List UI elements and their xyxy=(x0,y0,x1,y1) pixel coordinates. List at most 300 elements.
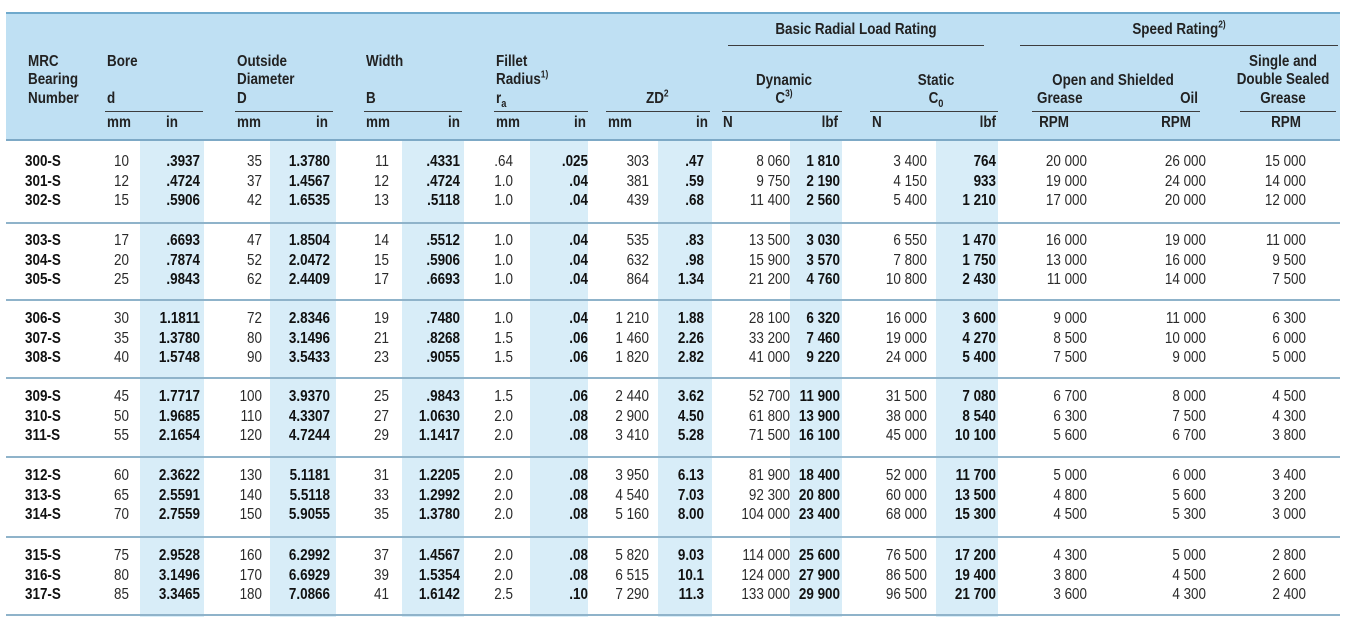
cell-bore-mm: 10 xyxy=(114,153,129,170)
cell-fillet-mm: 1.5 xyxy=(494,329,513,347)
cell-fillet-in: .04 xyxy=(569,251,588,269)
cell-fillet-mm: 1.0 xyxy=(494,172,513,190)
cell-fillet-in: .08 xyxy=(569,407,588,425)
cell-od-mm: 80 xyxy=(247,329,262,347)
cell-sealed-rpm: 3 800 xyxy=(1272,427,1306,445)
cell-grease-rpm: 4 800 xyxy=(1053,486,1087,504)
cell-zd-in: 11.3 xyxy=(678,586,704,604)
cell-static-lbf: 7 080 xyxy=(962,388,996,405)
header-speed-label: Speed Rating xyxy=(1132,21,1219,38)
cell-fillet-in: .08 xyxy=(569,566,588,584)
cell-dynamic-n: 11 400 xyxy=(749,192,790,210)
cell-zd-in: 9.03 xyxy=(677,547,704,564)
cell-static-lbf: 15 300 xyxy=(954,506,996,524)
cell-fillet-in: .08 xyxy=(569,427,588,445)
cell-dynamic-lbf: 2 560 xyxy=(806,192,840,210)
cell-dynamic-lbf: 3 030 xyxy=(806,232,840,249)
cell-od-mm: 130 xyxy=(239,467,262,484)
cell-bore-in: 3.3465 xyxy=(158,586,200,604)
cell-fillet-mm: 1.0 xyxy=(494,271,513,289)
cell-bearing-number: 301-S xyxy=(25,172,61,190)
cell-fillet-mm: 2.0 xyxy=(494,407,513,425)
cell-zd-in: .59 xyxy=(685,172,704,190)
cell-sealed-rpm: 3 000 xyxy=(1272,506,1306,524)
header-static: Static xyxy=(917,72,955,89)
header-rule-width xyxy=(364,111,462,112)
cell-grease-rpm: 13 000 xyxy=(1045,251,1087,269)
cell-dynamic-n: 124 000 xyxy=(741,566,790,584)
cell-sealed-rpm: 12 000 xyxy=(1264,192,1306,210)
cell-bore-in: 1.1811 xyxy=(159,310,200,327)
header-bore-symbol: d xyxy=(107,90,116,107)
cell-od-in: 4.3307 xyxy=(288,407,330,425)
cell-dynamic-lbf: 29 900 xyxy=(798,586,840,604)
cell-bore-in: .5906 xyxy=(166,192,200,210)
cell-oil-rpm: 4 300 xyxy=(1172,586,1206,604)
header-dynamic-symbol xyxy=(745,90,822,108)
cell-sealed-rpm: 2 800 xyxy=(1272,547,1306,564)
cell-od-in: 1.8504 xyxy=(288,232,330,249)
cell-zd-mm: 5 820 xyxy=(615,547,649,564)
cell-bore-in: .4724 xyxy=(166,172,200,190)
cell-static-lbf: 13 500 xyxy=(954,486,996,504)
unit-label: in xyxy=(316,114,328,131)
cell-bore-mm: 15 xyxy=(114,192,129,210)
cell-dynamic-lbf: 3 570 xyxy=(806,251,840,269)
cell-bearing-number: 313-S xyxy=(25,486,61,504)
cell-width-in: .4331 xyxy=(426,153,460,170)
group-divider xyxy=(6,456,1340,458)
cell-static-lbf: 11 700 xyxy=(955,467,996,484)
cell-oil-rpm: 26 000 xyxy=(1164,153,1206,170)
header-static-sub: 0 xyxy=(938,98,944,111)
cell-fillet-in: .04 xyxy=(569,310,588,327)
cell-bore-mm: 45 xyxy=(114,388,129,405)
cell-od-mm: 100 xyxy=(239,388,262,405)
cell-grease-rpm: 4 300 xyxy=(1053,547,1087,564)
cell-bore-mm: 85 xyxy=(114,586,129,604)
cell-width-mm: 19 xyxy=(374,310,389,327)
unit-label: mm xyxy=(237,114,261,131)
group-divider xyxy=(6,377,1340,379)
cell-static-lbf: 2 430 xyxy=(962,271,996,289)
cell-static-n: 5 400 xyxy=(893,192,927,210)
cell-bore-mm: 20 xyxy=(114,251,129,269)
cell-oil-rpm: 20 000 xyxy=(1164,192,1206,210)
cell-bearing-number: 315-S xyxy=(25,547,61,564)
cell-width-in: .8268 xyxy=(426,329,460,347)
group-divider xyxy=(6,536,1340,538)
cell-dynamic-lbf: 6 320 xyxy=(806,310,840,327)
cell-oil-rpm: 9 000 xyxy=(1172,349,1206,367)
cell-width-in: .4724 xyxy=(426,172,460,190)
cell-sealed-rpm: 14 000 xyxy=(1264,172,1306,190)
header-speed-footnote: 2) xyxy=(1218,19,1226,31)
cell-bearing-number: 317-S xyxy=(25,586,61,604)
cell-fillet-mm: 2.0 xyxy=(494,486,513,504)
cell-od-in: 5.9055 xyxy=(288,506,330,524)
cell-width-mm: 39 xyxy=(374,566,389,584)
cell-od-in: 2.4409 xyxy=(288,271,330,289)
cell-dynamic-n: 15 900 xyxy=(748,251,790,269)
cell-bearing-number: 304-S xyxy=(25,251,61,269)
cell-zd-mm: 3 410 xyxy=(615,427,649,445)
cell-od-in: 1.6535 xyxy=(288,192,330,210)
cell-zd-in: .83 xyxy=(685,232,704,249)
cell-oil-rpm: 19 000 xyxy=(1164,232,1206,249)
cell-zd-mm: 6 515 xyxy=(615,566,649,584)
cell-zd-in: 1.34 xyxy=(677,271,704,289)
cell-dynamic-n: 52 700 xyxy=(748,388,790,405)
header-rule-fillet xyxy=(494,111,588,112)
header-sealed-line3: Grease xyxy=(1260,90,1306,107)
cell-oil-rpm: 6 000 xyxy=(1172,467,1206,484)
header-outside-symbol: D xyxy=(237,90,247,107)
cell-fillet-mm: 1.0 xyxy=(494,251,513,269)
header-fillet-line2 xyxy=(496,71,548,89)
cell-static-n: 6 550 xyxy=(893,232,927,249)
cell-dynamic-n: 133 000 xyxy=(741,586,790,604)
cell-sealed-rpm: 4 500 xyxy=(1272,388,1306,405)
cell-fillet-mm: 1.5 xyxy=(494,349,513,367)
cell-grease-rpm: 3 600 xyxy=(1053,586,1087,604)
cell-zd-mm: 2 900 xyxy=(615,407,649,425)
cell-od-mm: 90 xyxy=(247,349,262,367)
cell-bore-in: 2.5591 xyxy=(158,486,200,504)
cell-oil-rpm: 14 000 xyxy=(1164,271,1206,289)
cell-zd-mm: 632 xyxy=(626,251,649,269)
cell-od-in: 3.9370 xyxy=(288,388,330,405)
cell-fillet-mm: 2.0 xyxy=(494,547,513,564)
header-open-shielded: Open and Shielded xyxy=(1052,72,1174,89)
header-dynamic-c: C xyxy=(775,90,786,107)
cell-static-lbf: 1 750 xyxy=(962,251,996,269)
cell-fillet-in: .06 xyxy=(569,329,588,347)
cell-bore-in: 1.9685 xyxy=(158,407,200,425)
cell-zd-mm: 7 290 xyxy=(615,586,649,604)
header-dynamic: Dynamic xyxy=(755,72,813,89)
cell-zd-in: 10.1 xyxy=(677,566,704,584)
cell-bore-in: 2.1654 xyxy=(158,427,200,445)
cell-fillet-in: .08 xyxy=(569,547,588,564)
cell-bearing-number: 308-S xyxy=(25,349,61,367)
header-fillet-line1: Fillet xyxy=(496,53,528,70)
cell-od-mm: 120 xyxy=(239,427,262,445)
cell-zd-mm: 1 460 xyxy=(615,329,649,347)
unit-label: RPM xyxy=(1271,114,1301,131)
cell-static-lbf: 764 xyxy=(973,153,996,170)
cell-bore-in: 2.9528 xyxy=(158,547,200,564)
cell-static-lbf: 10 100 xyxy=(954,427,996,445)
cell-oil-rpm: 7 500 xyxy=(1172,407,1206,425)
cell-bore-mm: 75 xyxy=(114,547,129,564)
cell-dynamic-n: 8 060 xyxy=(756,153,790,170)
header-width-symbol: B xyxy=(366,90,376,107)
cell-od-in: 2.0472 xyxy=(288,251,330,269)
cell-width-mm: 21 xyxy=(374,329,389,347)
cell-static-n: 86 500 xyxy=(885,566,927,584)
cell-bore-mm: 50 xyxy=(114,407,129,425)
cell-bearing-number: 307-S xyxy=(25,329,61,347)
cell-bearing-number: 300-S xyxy=(25,153,61,170)
cell-od-in: 5.1181 xyxy=(289,467,330,484)
cell-width-in: 1.2992 xyxy=(418,486,460,504)
cell-fillet-in: .08 xyxy=(569,486,588,504)
cell-grease-rpm: 20 000 xyxy=(1045,153,1087,170)
cell-fillet-mm: 1.0 xyxy=(494,310,513,327)
cell-static-n: 24 000 xyxy=(885,349,927,367)
cell-zd-in: 2.82 xyxy=(677,349,704,367)
unit-label: mm xyxy=(608,114,632,131)
cell-grease-rpm: 6 700 xyxy=(1053,388,1087,405)
header-fillet-sub: a xyxy=(501,98,507,111)
cell-bore-in: 3.1496 xyxy=(158,566,200,584)
cell-width-mm: 31 xyxy=(374,467,389,484)
cell-dynamic-n: 104 000 xyxy=(741,506,790,524)
cell-zd-in: 3.62 xyxy=(677,388,704,405)
header-static-c: C xyxy=(928,90,939,107)
cell-fillet-mm: 2.0 xyxy=(494,467,513,484)
cell-bore-in: 1.3780 xyxy=(158,329,200,347)
cell-dynamic-n: 61 800 xyxy=(748,407,790,425)
cell-width-in: 1.6142 xyxy=(418,586,460,604)
cell-width-in: 1.2205 xyxy=(418,467,460,484)
cell-grease-rpm: 7 500 xyxy=(1053,349,1087,367)
header-basic-rule xyxy=(728,45,984,46)
cell-od-mm: 35 xyxy=(247,153,262,170)
cell-bearing-number: 302-S xyxy=(25,192,61,210)
unit-label: mm xyxy=(107,114,131,131)
cell-bearing-number: 309-S xyxy=(25,388,61,405)
cell-width-in: .9843 xyxy=(426,388,460,405)
cell-static-lbf: 1 470 xyxy=(962,232,996,249)
cell-sealed-rpm: 7 500 xyxy=(1272,271,1306,289)
cell-sealed-rpm: 9 500 xyxy=(1272,251,1306,269)
cell-sealed-rpm: 2 600 xyxy=(1272,566,1306,584)
cell-grease-rpm: 5 600 xyxy=(1053,427,1087,445)
cell-dynamic-n: 9 750 xyxy=(756,172,790,190)
cell-grease-rpm: 16 000 xyxy=(1045,232,1087,249)
header-rule-dynamic xyxy=(722,111,842,112)
cell-bore-mm: 40 xyxy=(114,349,129,367)
group-divider xyxy=(6,222,1340,224)
cell-static-n: 38 000 xyxy=(885,407,927,425)
header-fillet-r: r xyxy=(496,90,502,107)
cell-od-mm: 37 xyxy=(247,172,262,190)
header-rule-od xyxy=(235,111,333,112)
header-sealed-line1: Single and xyxy=(1249,53,1317,70)
cell-od-mm: 72 xyxy=(247,310,262,327)
header-fillet-symbol xyxy=(496,90,507,111)
cell-bore-mm: 30 xyxy=(114,310,129,327)
cell-zd-mm: 1 210 xyxy=(615,310,649,327)
header-mrc-line2: Bearing xyxy=(28,71,79,88)
cell-static-n: 3 400 xyxy=(893,153,927,170)
header-mrc-line1: MRC xyxy=(28,53,59,70)
cell-bearing-number: 314-S xyxy=(25,506,61,524)
unit-label: mm xyxy=(496,114,520,131)
header-static-symbol xyxy=(897,90,974,111)
unit-label: N xyxy=(723,114,733,131)
cell-fillet-mm: 2.0 xyxy=(494,506,513,524)
cell-zd-mm: 864 xyxy=(626,271,649,289)
cell-width-mm: 15 xyxy=(374,251,389,269)
unit-label: in xyxy=(696,114,708,131)
cell-oil-rpm: 8 000 xyxy=(1172,388,1206,405)
cell-static-lbf: 8 540 xyxy=(962,407,996,425)
cell-static-n: 10 800 xyxy=(885,271,927,289)
cell-od-mm: 62 xyxy=(247,271,262,289)
cell-sealed-rpm: 15 000 xyxy=(1264,153,1306,170)
unit-label: in xyxy=(448,114,460,131)
cell-dynamic-lbf: 25 600 xyxy=(798,547,840,564)
header-sealed-line2: Double Sealed xyxy=(1236,71,1330,88)
cell-od-in: 2.8346 xyxy=(288,310,330,327)
cell-dynamic-lbf: 11 900 xyxy=(799,388,840,405)
cell-dynamic-n: 71 500 xyxy=(748,427,790,445)
cell-fillet-in: .08 xyxy=(569,467,588,484)
cell-od-in: 4.7244 xyxy=(288,427,330,445)
header-rule-bore xyxy=(105,111,203,112)
cell-bearing-number: 303-S xyxy=(25,232,61,249)
cell-fillet-in: .08 xyxy=(569,506,588,524)
cell-bore-in: 2.7559 xyxy=(158,506,200,524)
header-rule-static xyxy=(870,111,998,112)
cell-grease-rpm: 5 000 xyxy=(1053,467,1087,484)
header-rule-open xyxy=(1032,111,1200,112)
cell-zd-in: .47 xyxy=(685,153,704,170)
cell-od-mm: 150 xyxy=(239,506,262,524)
cell-zd-in: 1.88 xyxy=(677,310,704,327)
cell-fillet-mm: 2.0 xyxy=(494,566,513,584)
cell-fillet-in: .025 xyxy=(561,153,588,170)
cell-fillet-in: .06 xyxy=(569,349,588,367)
cell-width-mm: 29 xyxy=(374,427,389,445)
cell-static-n: 76 500 xyxy=(885,547,927,564)
cell-width-mm: 35 xyxy=(374,506,389,524)
cell-zd-mm: 3 950 xyxy=(615,467,649,484)
cell-grease-rpm: 11 000 xyxy=(1046,271,1087,289)
cell-bore-in: .6693 xyxy=(166,232,200,249)
cell-dynamic-n: 21 200 xyxy=(748,271,790,289)
header-zd-label: ZD xyxy=(646,90,664,107)
cell-bore-in: .9843 xyxy=(166,271,200,289)
cell-dynamic-lbf: 7 460 xyxy=(806,329,840,347)
header-rule-zd xyxy=(606,111,710,112)
cell-bearing-number: 310-S xyxy=(25,407,61,425)
cell-static-lbf: 5 400 xyxy=(962,349,996,367)
unit-label: RPM xyxy=(1039,114,1069,131)
cell-fillet-mm: 1.0 xyxy=(494,232,513,249)
header-width: Width xyxy=(366,53,404,70)
cell-od-mm: 180 xyxy=(239,586,262,604)
cell-bore-mm: 25 xyxy=(114,271,129,289)
cell-od-mm: 140 xyxy=(239,486,262,504)
unit-label: in xyxy=(166,114,178,131)
cell-oil-rpm: 4 500 xyxy=(1172,566,1206,584)
cell-fillet-mm: 2.0 xyxy=(494,427,513,445)
header-dynamic-footnote: 3) xyxy=(785,88,793,100)
header-bore: Bore xyxy=(107,53,138,70)
cell-width-in: 1.0630 xyxy=(418,407,460,425)
cell-oil-rpm: 16 000 xyxy=(1164,251,1206,269)
cell-dynamic-lbf: 27 900 xyxy=(798,566,840,584)
cell-zd-in: 5.28 xyxy=(677,427,704,445)
cell-width-in: .7480 xyxy=(426,310,460,327)
header-outside-line2: Diameter xyxy=(237,71,295,88)
cell-od-in: 6.2992 xyxy=(288,547,330,564)
cell-static-n: 4 150 xyxy=(893,172,927,190)
cell-sealed-rpm: 4 300 xyxy=(1272,407,1306,425)
header-rule-sealed xyxy=(1240,111,1336,112)
cell-bearing-number: 312-S xyxy=(25,467,61,484)
cell-static-lbf: 4 270 xyxy=(962,329,996,347)
cell-zd-in: .98 xyxy=(685,251,704,269)
cell-sealed-rpm: 3 400 xyxy=(1272,467,1306,484)
cell-width-mm: 33 xyxy=(374,486,389,504)
cell-width-in: .5906 xyxy=(426,251,460,269)
cell-od-mm: 110 xyxy=(240,407,262,425)
cell-zd-mm: 4 540 xyxy=(615,486,649,504)
cell-grease-rpm: 17 000 xyxy=(1045,192,1087,210)
cell-bore-mm: 55 xyxy=(114,427,129,445)
header-fillet-footnote: 1) xyxy=(540,69,549,81)
cell-fillet-mm: 2.5 xyxy=(494,586,513,604)
cell-zd-in: .68 xyxy=(685,192,704,210)
cell-static-n: 7 800 xyxy=(893,251,927,269)
cell-dynamic-lbf: 20 800 xyxy=(798,486,840,504)
cell-od-mm: 160 xyxy=(239,547,262,564)
cell-width-in: .5512 xyxy=(426,232,460,249)
cell-dynamic-n: 33 200 xyxy=(748,329,790,347)
unit-label: lbf xyxy=(821,114,838,131)
cell-bore-mm: 65 xyxy=(114,486,129,504)
cell-fillet-mm: .64 xyxy=(494,153,513,170)
cell-width-mm: 23 xyxy=(374,349,389,367)
cell-oil-rpm: 5 600 xyxy=(1172,486,1206,504)
cell-sealed-rpm: 2 400 xyxy=(1272,586,1306,604)
cell-zd-in: 2.26 xyxy=(677,329,704,347)
cell-grease-rpm: 4 500 xyxy=(1053,506,1087,524)
cell-dynamic-lbf: 2 190 xyxy=(806,172,840,190)
cell-width-mm: 27 xyxy=(374,407,389,425)
cell-width-in: 1.4567 xyxy=(418,547,460,564)
unit-label: lbf xyxy=(979,114,996,131)
cell-sealed-rpm: 11 000 xyxy=(1265,232,1306,249)
cell-static-n: 19 000 xyxy=(885,329,927,347)
cell-od-in: 3.1496 xyxy=(288,329,330,347)
cell-static-n: 45 000 xyxy=(885,427,927,445)
cell-width-mm: 17 xyxy=(374,271,389,289)
cell-fillet-in: .04 xyxy=(569,172,588,190)
cell-fillet-in: .04 xyxy=(569,232,588,249)
cell-bore-mm: 12 xyxy=(114,172,129,190)
cell-zd-in: 8.00 xyxy=(677,506,704,524)
cell-static-n: 52 000 xyxy=(885,467,927,484)
cell-width-in: .5118 xyxy=(427,192,460,210)
cell-grease-rpm: 9 000 xyxy=(1053,310,1087,327)
cell-dynamic-lbf: 9 220 xyxy=(806,349,840,367)
cell-width-mm: 13 xyxy=(374,192,389,210)
cell-dynamic-lbf: 16 100 xyxy=(798,427,840,445)
cell-width-mm: 37 xyxy=(374,547,389,564)
cell-width-in: .6693 xyxy=(426,271,460,289)
unit-label: mm xyxy=(366,114,390,131)
cell-dynamic-n: 13 500 xyxy=(748,232,790,249)
cell-zd-mm: 303 xyxy=(626,153,649,170)
cell-width-in: 1.3780 xyxy=(418,506,460,524)
cell-dynamic-lbf: 18 400 xyxy=(798,467,840,484)
